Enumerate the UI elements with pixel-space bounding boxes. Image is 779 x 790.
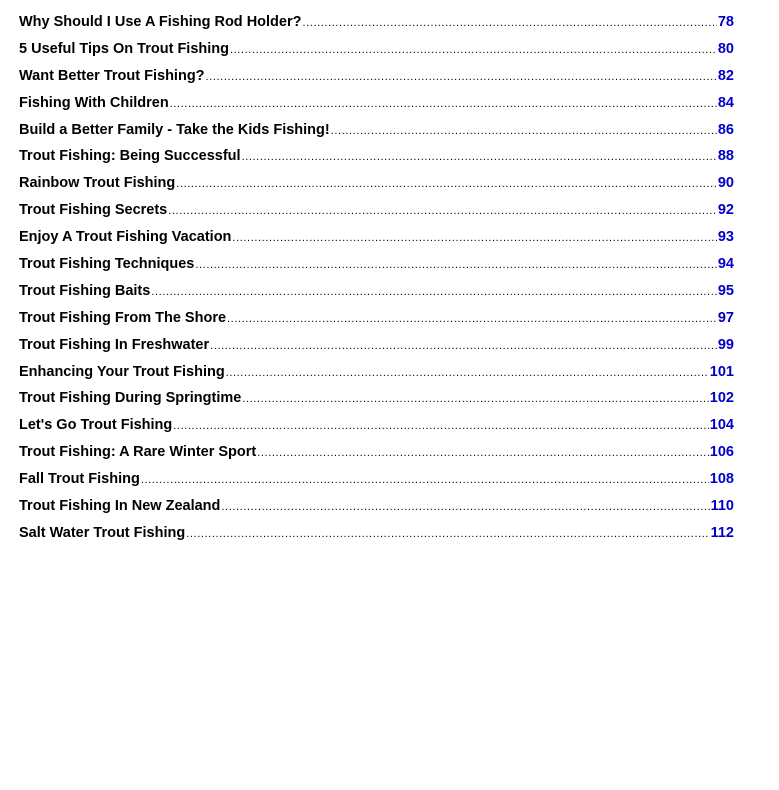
toc-page-number: 80 [717, 40, 734, 57]
toc-dot-leader [151, 286, 717, 298]
toc-dot-leader [302, 17, 716, 29]
toc-page-number: 97 [717, 309, 734, 326]
toc-entry-title: Trout Fishing: Being Successful [19, 148, 241, 165]
toc-page-number: 99 [717, 336, 734, 353]
toc-dot-leader [221, 501, 709, 513]
toc-entry-title: Fall Trout Fishing [19, 471, 140, 488]
toc-dot-leader [170, 98, 717, 110]
toc-page-number: 101 [709, 363, 734, 380]
toc-dot-leader [210, 340, 717, 352]
toc-dot-leader [176, 178, 717, 190]
toc-entry[interactable] [19, 229, 734, 256]
toc-entry-title: Trout Fishing During Springtime [19, 390, 242, 407]
toc-entry-title: Trout Fishing Secrets [19, 202, 168, 219]
toc-page-number: 95 [717, 282, 734, 299]
toc-page-number: 78 [717, 14, 734, 30]
toc-page-number: 92 [717, 202, 734, 219]
toc-dot-leader [226, 367, 709, 379]
toc-entry[interactable] [19, 337, 734, 364]
toc-entry[interactable] [19, 14, 734, 41]
toc-page-number: 93 [717, 229, 734, 246]
toc-entry-title: Trout Fishing Baits [19, 282, 151, 299]
toc-page-number: 94 [717, 256, 734, 273]
toc-entry-title: Trout Fishing In New Zealand [19, 498, 221, 515]
toc-entry[interactable] [19, 283, 734, 310]
toc-dot-leader [227, 313, 717, 325]
toc-entry-title: Enjoy A Trout Fishing Vacation [19, 229, 232, 246]
toc-page-number: 82 [717, 67, 734, 84]
toc-entry[interactable] [19, 390, 734, 417]
toc-entry-title: Trout Fishing Techniques [19, 256, 195, 273]
toc-page-number: 112 [710, 524, 734, 541]
toc-entry-title: Want Better Trout Fishing? [19, 67, 205, 84]
toc-dot-leader [331, 125, 717, 137]
toc-entry[interactable] [19, 122, 734, 149]
toc-entry[interactable] [19, 525, 734, 552]
toc-entry-title: Enhancing Your Trout Fishing [19, 363, 225, 380]
toc-dot-leader [173, 420, 709, 432]
toc-dot-leader [232, 232, 716, 244]
toc-entry[interactable] [19, 95, 734, 122]
toc-page-number: 102 [709, 390, 734, 407]
toc-page-number: 110 [710, 498, 734, 515]
toc-page-number: 104 [709, 417, 734, 434]
toc-dot-leader [242, 393, 708, 405]
toc-dot-leader [242, 151, 717, 163]
toc-entry[interactable] [19, 498, 734, 525]
toc-entry[interactable] [19, 175, 734, 202]
toc-dot-leader [141, 474, 709, 486]
toc-entry[interactable] [19, 202, 734, 229]
toc-dot-leader [168, 205, 717, 217]
toc-entry-title: Trout Fishing In Freshwater [19, 336, 210, 353]
table-of-contents [19, 14, 734, 552]
toc-entry-title: Trout Fishing: A Rare Winter Sport [19, 444, 257, 461]
toc-entry-title: Fishing With Children [19, 94, 169, 111]
toc-entry[interactable] [19, 310, 734, 337]
toc-dot-leader [195, 259, 717, 271]
toc-entry[interactable] [19, 148, 734, 175]
toc-entry-title: Salt Water Trout Fishing [19, 524, 186, 541]
toc-entry[interactable] [19, 364, 734, 391]
toc-page-number: 88 [717, 148, 734, 165]
toc-entry-title: Let's Go Trout Fishing [19, 417, 173, 434]
toc-entry-title: Build a Better Family - Take the Kids Fishing! [19, 121, 330, 138]
toc-page-number: 108 [709, 471, 734, 488]
toc-entry[interactable] [19, 417, 734, 444]
toc-entry[interactable] [19, 68, 734, 95]
toc-entry-title: Rainbow Trout Fishing [19, 175, 176, 192]
toc-dot-leader [186, 528, 709, 540]
toc-entry-title: Why Should I Use A Fishing Rod Holder? [19, 14, 302, 30]
toc-dot-leader [206, 71, 717, 83]
toc-entry[interactable] [19, 444, 734, 471]
toc-dot-leader [257, 447, 709, 459]
toc-entry-title: 5 Useful Tips On Trout Fishing [19, 40, 229, 57]
toc-entry-title: Trout Fishing From The Shore [19, 309, 227, 326]
toc-page-number: 90 [717, 175, 734, 192]
toc-entry[interactable] [19, 41, 734, 68]
toc-page-number: 84 [717, 94, 734, 111]
toc-dot-leader [230, 44, 717, 56]
toc-entry[interactable] [19, 471, 734, 498]
toc-page-number: 86 [717, 121, 734, 138]
toc-entry[interactable] [19, 256, 734, 283]
toc-page-number: 106 [709, 444, 734, 461]
